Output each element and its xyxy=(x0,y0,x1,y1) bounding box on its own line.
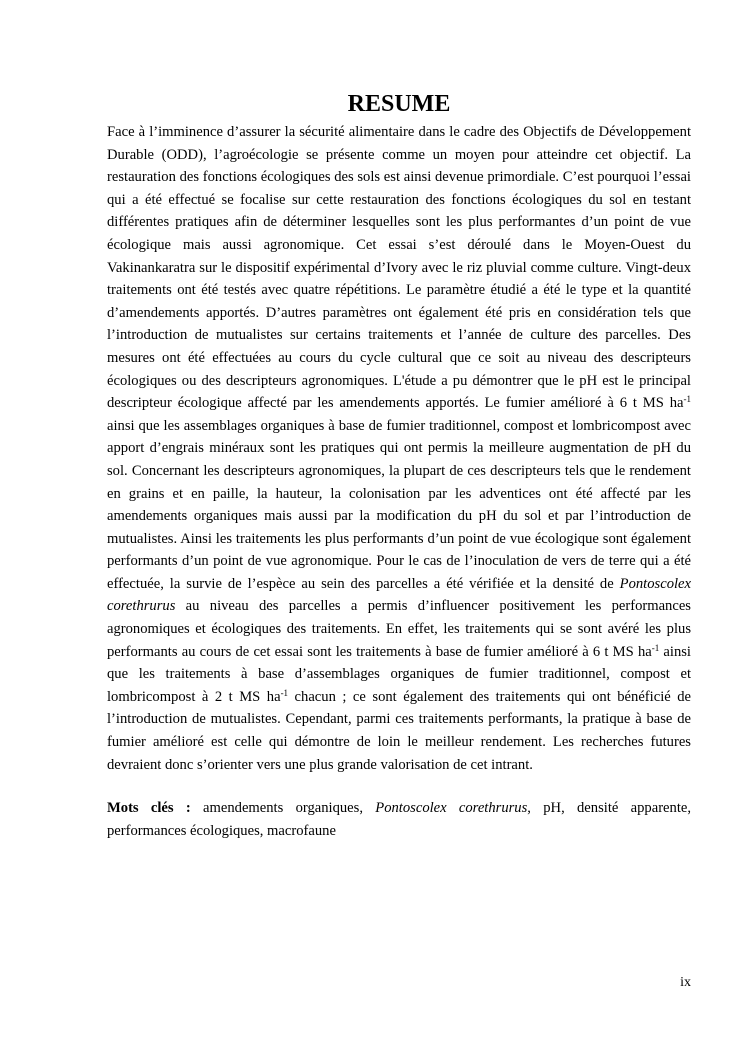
unit-exponent: -1 xyxy=(683,394,691,405)
abstract-text-part-5: chacun ; ce sont également des traitements qui ont bénéficié de l’introduction de mutualistes. Cependant, parmi ces traitements performants, la pratique à base de fumier amélioré est celle qui démontre de loin le meilleur rendement. Les recherches futures devraient donc s’orienter vers une plus grande valorisation de cet intrant. xyxy=(107,688,692,773)
page-title: RESUME xyxy=(347,91,451,117)
page-number: ix xyxy=(680,975,691,990)
abstract-text-part-2: ainsi que les assemblages organiques à base de fumier traditionnel, compost et lombricompost avec apport d’engrais minéraux sont les pratiques qui ont permis la meilleure augmentation de pH du sol. Concernant les descripteurs agronomiques, la plupart de ces descripteurs tels que le rendement en grains et en paille, la hauteur, la colonisation par les adventices ont été affecté par les amendements organiques mais aussi par la modification du pH du sol et par l’introduction de mutualistes. Ainsi les traitements les plus performants d’un point de vue écologique sont également performants d’un point de vue agronomique. Pour le cas de l’inoculation de vers de terre qui a été effectuée, la survie de l’espèce au sein des parcelles a été vérifiée et la densité de xyxy=(107,417,691,592)
keywords-label: Mots clés : xyxy=(107,800,191,816)
unit-exponent: -1 xyxy=(280,687,289,698)
unit-exponent: -1 xyxy=(651,642,660,653)
species-name: Pontoscolex corethrurus xyxy=(107,575,691,615)
abstract-paragraph xyxy=(107,121,691,776)
keywords-species-name: Pontoscolex corethrurus xyxy=(375,800,528,816)
keywords-text-part-2: , pH, densité apparente, performances écologiques, macrofaune xyxy=(107,800,692,839)
abstract-text-part-4: ainsi que les traitements à base d’assemblages organiques de fumier traditionnel, compost et lombricompost à 2 t MS ha xyxy=(107,643,691,705)
keywords-paragraph xyxy=(107,797,691,842)
abstract-text-part-1: Face à l’imminence d’assurer la sécurité alimentaire dans le cadre des Objectifs de Développement Durable (ODD), l’agroécologie se présente comme un moyen pour atteindre cet objectif. La restauration des fonctions écologiques des sols est ainsi devenue primordiale. C’est pourquoi l’essai qui a été effectué se focalise sur cette restauration des fonctions écologiques du sol en testant différentes pratiques afin de déterminer lesquelles sont les plus performantes d’un point de vue écologique mais aussi agronomique. Cet essai s’est déroulé dans le Moyen-Ouest du Vakinankaratra sur le dispositif expérimental d’Ivory avec le riz pluvial comme culture. Vingt-deux traitements ont été testés avec quatre répétitions. Le paramètre étudié a été le type et la quantité d’amendements apportés. D’autres paramètres ont également été pris en considération tels que l’introduction de mutualistes sur certains traitements et l’année de culture des parcelles. Des mesures ont été effectuées au cours du cycle cultural que ce soit au niveau des descripteurs écologiques ou des descripteurs agronomiques. L'étude a pu démontrer que le pH est le principal descripteur écologique affecté par les amendements apportés. Le fumier amélioré à 6 t MS ha xyxy=(107,124,691,412)
abstract-text-part-3: au niveau des parcelles a permis d’influencer positivement les performances agronomiques et écologiques des traitements. En effet, les traitements qui se sont avéré les plus performants au cours de cet essai sont les traitements à base de fumier amélioré à 6 t MS ha xyxy=(107,598,691,660)
keywords-text-part-1: amendements organiques, xyxy=(190,800,376,816)
